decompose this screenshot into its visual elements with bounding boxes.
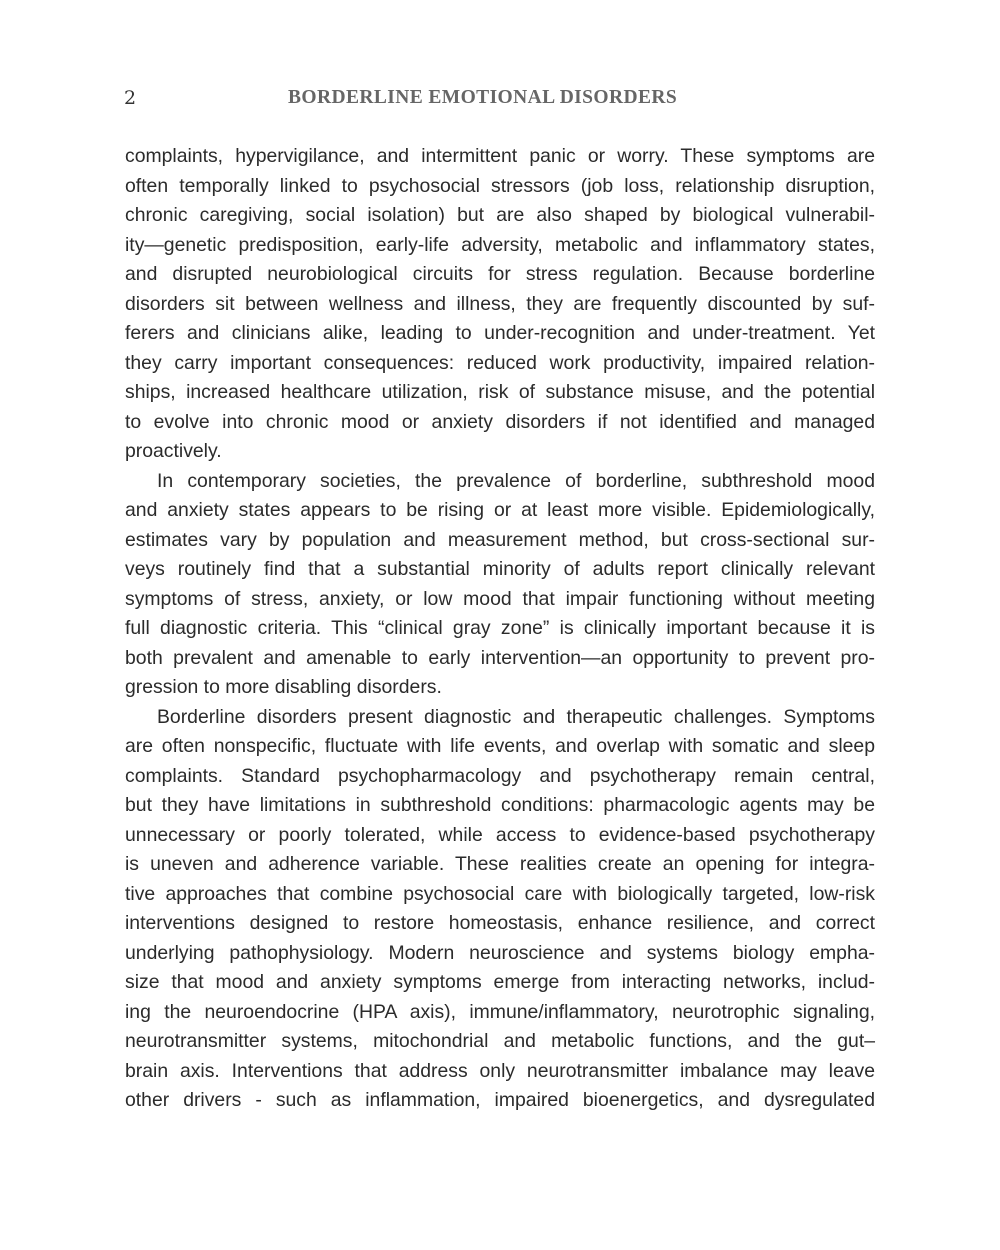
- text-line: chronic caregiving, social isolation) but are also shaped by biological vulnerabil-: [125, 204, 875, 226]
- text-line: underlying pathophysiology. Modern neuroscience and systems biology empha-: [125, 941, 875, 964]
- text-line: complaints, hypervigilance, and intermittent panic or worry. These symptoms are: [125, 145, 875, 167]
- text-line: to evolve into chronic mood or anxiety disorders if not identified and managed: [125, 410, 875, 433]
- text-line: are often nonspecific, fluctuate with life events, and overlap with somatic and sleep: [125, 735, 875, 757]
- text-line: other drivers - such as inflammation, impaired bioenergetics, and dysregulated: [125, 1089, 875, 1111]
- text-line: interventions designed to restore homeostasis, enhance resilience, and correct: [125, 912, 875, 934]
- text-line: tive approaches that combine psychosocial care with biologically targeted, low-risk: [125, 882, 875, 905]
- text-line: In contemporary societies, the prevalence of borderline, subthreshold mood: [157, 469, 875, 492]
- text-line: and anxiety states appears to be rising or at least more visible. Epidemiologically,: [125, 499, 875, 521]
- text-line: brain axis. Interventions that address only neurotransmitter imbalance may leave: [125, 1059, 875, 1082]
- text-line: gression to more disabling disorders.: [125, 676, 442, 698]
- text-line: neurotransmitter systems, mitochondrial and metabolic functions, and the gut–: [125, 1030, 875, 1052]
- text-line: unnecessary or poorly tolerated, while access to evidence-based psychotherapy: [125, 823, 875, 846]
- text-line: size that mood and anxiety symptoms emerge from interacting networks, includ-: [125, 971, 875, 993]
- text-line: Borderline disorders present diagnostic and therapeutic challenges. Symptoms: [157, 705, 875, 728]
- text-line: proactively.: [125, 440, 222, 462]
- text-line: both prevalent and amenable to early intervention—an opportunity to prevent pro-: [125, 646, 875, 669]
- text-line: they carry important consequences: reduced work productivity, impaired relation-: [125, 351, 875, 374]
- text-line: ing the neuroendocrine (HPA axis), immune/inflammatory, neurotrophic signaling,: [125, 1000, 875, 1023]
- text-line: complaints. Standard psychopharmacology and psychotherapy remain central,: [125, 764, 875, 787]
- text-line: ferers and clinicians alike, leading to under-recognition and under-treatment. Yet: [125, 322, 875, 344]
- text-line: full diagnostic criteria. This “clinical gray zone” is clinically important because it is: [125, 617, 875, 639]
- text-line: veys routinely find that a substantial minority of adults report clinically relevant: [125, 558, 875, 580]
- paragraph: [125, 467, 875, 703]
- running-head: BORDERLINE EMOTIONAL DISORDERS: [288, 87, 678, 108]
- text-line: is uneven and adherence variable. These realities create an opening for integra-: [125, 853, 875, 875]
- body-text: [125, 142, 875, 1116]
- text-line: but they have limitations in subthreshold conditions: pharmacologic agents may be: [125, 794, 875, 816]
- text-line: ships, increased healthcare utilization, risk of substance misuse, and the potential: [125, 381, 875, 403]
- text-line: ity—genetic predisposition, early-life adversity, metabolic and inflammatory states,: [125, 233, 875, 256]
- page-number: 2: [124, 87, 137, 109]
- paragraph: [125, 703, 875, 1116]
- paragraph: [125, 142, 875, 467]
- text-line: and disrupted neurobiological circuits for stress regulation. Because borderline: [125, 263, 875, 285]
- text-line: symptoms of stress, anxiety, or low mood that impair functioning without meeting: [125, 587, 875, 610]
- text-line: often temporally linked to psychosocial stressors (job loss, relationship disruption,: [125, 174, 875, 197]
- text-line: disorders sit between wellness and illness, they are frequently discounted by suf-: [125, 292, 875, 315]
- text-line: estimates vary by population and measurement method, but cross-sectional sur-: [125, 528, 875, 551]
